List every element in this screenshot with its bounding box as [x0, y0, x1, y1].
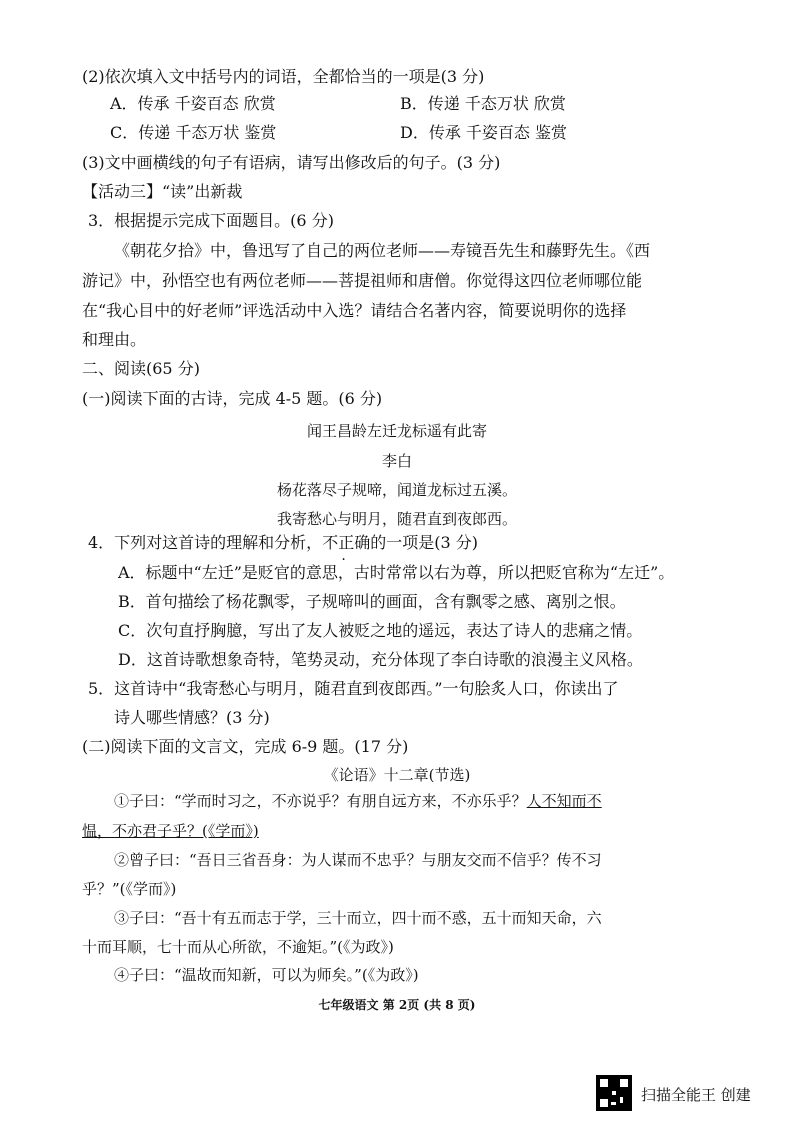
- q3-para-line4: 和理由。: [82, 330, 147, 349]
- q3-para-line1: 《朝花夕拾》中，鲁迅写了自己的两位老师——寿镜吾先生和藤野先生。《西: [114, 241, 651, 260]
- activity-3-heading: 【活动三】“读”出新裁: [82, 182, 243, 201]
- poem-title: 闻王昌龄左迁龙标遥有此寄: [306, 422, 487, 440]
- q3-sub-question: (3)文中画横线的句子有语病，请写出修改后的句子。(3 分): [82, 153, 501, 172]
- q3-stem: 3．根据提示完成下面题目。(6 分): [88, 211, 334, 230]
- classic-s1-text: ①子曰：“学而时习之，不亦说乎？有朋自远方来，不亦乐乎？: [114, 792, 527, 810]
- scanner-watermark: 扫描全能王 创建: [641, 1086, 751, 1104]
- classic-s1-line1: [114, 790, 602, 812]
- q3-para-line2: 游记》中，孙悟空也有两位老师——菩提祖师和唐僧。你觉得这四位老师哪位能: [82, 271, 643, 290]
- q3-para-line3: 在“我心目中的好老师”评选活动中入选？请结合名著内容，简要说明你的选择: [82, 301, 627, 320]
- poem-line-2: 我寄愁心与明月，随君直到夜郎西。: [276, 510, 517, 528]
- part-1-heading: (一)阅读下面的古诗，完成 4-5 题。(6 分): [82, 389, 383, 408]
- qr-code-icon: [596, 1075, 632, 1111]
- q4-option-a: A．标题中“左迁”是贬官的意思，古时常常以右为尊，所以把贬官称为“左迁”。: [118, 563, 675, 582]
- q4-option-d: D．这首诗歌想象奇特，笔势灵动，充分体现了李白诗歌的浪漫主义风格。: [118, 650, 643, 669]
- q2-option-b: B．传递 千态万状 欣赏: [400, 94, 566, 113]
- q4-option-c: C．次句直抒胸臆，写出了友人被贬之地的遥远，表达了诗人的悲痛之情。: [118, 621, 643, 640]
- q4-stem-part-a: 4．下列对这首诗的理解和分析，: [88, 533, 323, 552]
- poem-line-1: 杨花落尽子规啼，闻道龙标过五溪。: [276, 481, 517, 499]
- classic-s4: ④子曰：“温故而知新，可以为师矣。”(《为政》): [114, 966, 419, 984]
- section-2-heading: 二、阅读(65 分): [82, 359, 200, 378]
- q4-stem-part-b: 的一项是(3 分): [370, 533, 478, 552]
- q4-stem-emphasis: 不正确: [322, 533, 371, 552]
- classic-s1-line2: 愠，不亦君子乎？(《学而》): [82, 822, 259, 840]
- classic-title: 《论语》十二章(节选): [323, 766, 471, 784]
- part-2-heading: (二)阅读下面的文言文，完成 6-9 题。(17 分): [82, 737, 409, 756]
- classic-s2-line1: ②曾子曰：“吾日三省吾身：为人谋而不忠乎？与朋友交而不信乎？传不习: [114, 851, 602, 869]
- q2-option-a: A．传承 千姿百态 欣赏: [110, 94, 276, 113]
- q5-line-2: 诗人哪些情感？(3 分): [114, 708, 270, 727]
- q2-stem: (2)依次填入文中括号内的词语，全都恰当的一项是(3 分): [82, 67, 485, 86]
- q4-stem: [88, 532, 478, 554]
- page-footer: 七年级语文 第 2页 (共 8 页): [318, 998, 476, 1012]
- q5-line-1: 5．这首诗中“我寄愁心与明月，随君直到夜郎西。”一句脍炙人口，你读出了: [88, 679, 619, 698]
- classic-s3-line1: ③子曰：“吾十有五而志于学，三十而立，四十而不惑，五十而知天命，六: [114, 909, 602, 927]
- classic-s2-line2: 乎？”(《学而》): [82, 880, 177, 898]
- classic-s1-underlined: 人不知而不: [526, 792, 602, 810]
- poem-author: 李白: [381, 452, 412, 470]
- q4-option-b: B．首句描绘了杨花飘零，子规啼叫的画面，含有飘零之感、离别之恨。: [118, 592, 626, 611]
- q2-option-c: C．传递 千态万状 鉴赏: [110, 123, 277, 142]
- q2-option-d: D．传承 千姿百态 鉴赏: [400, 123, 568, 142]
- classic-s3-line2: 十而耳顺，七十而从心所欲，不逾矩。”(《为政》): [82, 938, 394, 956]
